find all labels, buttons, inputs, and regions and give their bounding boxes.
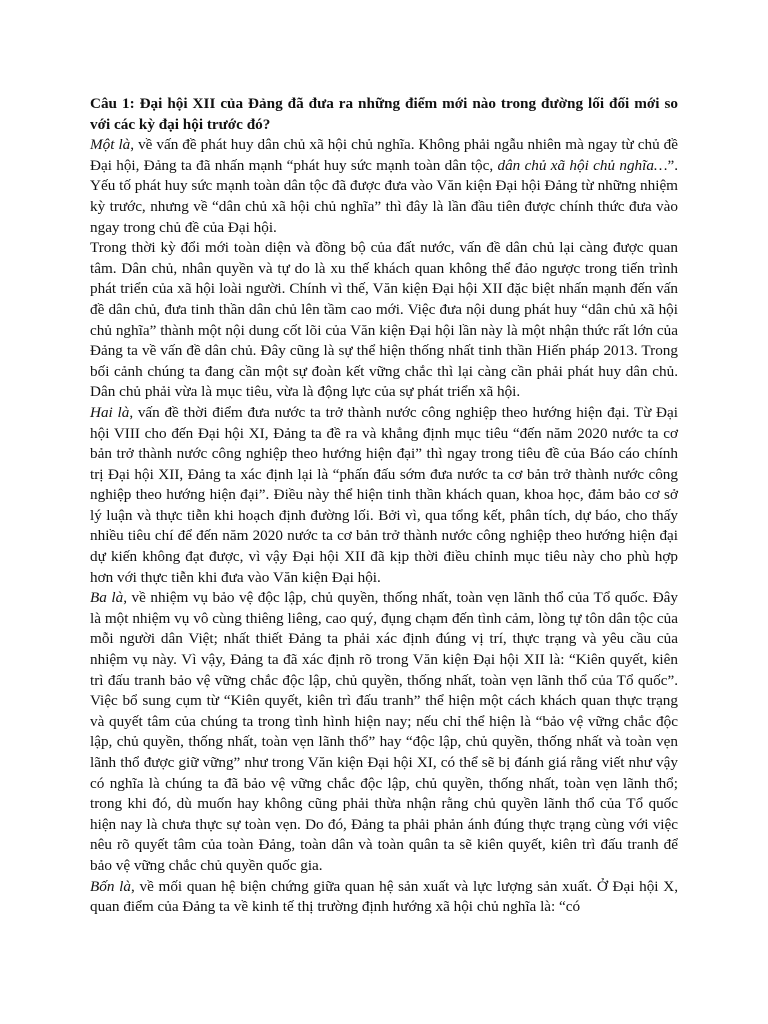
paragraph-text: ”. Yếu tố phát huy sức mạnh toàn dân tộc đã được đưa vào Văn kiện Đại hội Đảng từ những nhiệm kỳ trước, nhưng về “dân chủ xã hội chủ nghĩa” thì đây là lần đầu tiên được chính thức đưa vào ngay trong chủ đề của Đại hội. [90, 156, 678, 236]
paragraph-3 [90, 403, 678, 588]
paragraph-text: , về nhiệm vụ bảo vệ độc lập, chủ quyền, thống nhất, toàn vẹn lãnh thổ của Tổ quốc. Đây là một nhiệm vụ vô cùng thiêng liêng, cao quý, đụng chạm đến tình cảm, lòng tự tôn dân tộc của mỗi người dân Việt; nhất thiết Đảng ta phải xác định đúng vị trí, thực trạng và yêu cầu của nhiệm vụ này. Vì vậy, Đảng ta đã xác định rõ trong Văn kiện Đại hội XII là: “Kiên quyết, kiên trì đấu tranh bảo vệ vững chắc độc lập, chủ quyền, thống nhất, toàn vẹn lãnh thổ của Tổ quốc”. Việc bổ sung cụm từ “Kiên quyết, kiên trì đấu tranh” thể hiện một cách khách quan thực trạng và quyết tâm của chúng ta trong tình hình hiện nay; nếu chỉ thể hiện là “bảo vệ vững chắc độc lập, chủ quyền, thống nhất, toàn vẹn lãnh thổ” hay “độc lập, chủ quyền, thống nhất và toàn vẹn lãnh thổ được giữ vững” như trong Văn kiện Đại hội XI, có thể sẽ bị đánh giá rằng viết như vậy có nghĩa là chúng ta đã bảo vệ vững chắc độc lập, chủ quyền, thống nhất, toàn vẹn lãnh thổ; trong khi đó, dù muốn hay không cũng phải thừa nhận rằng chủ quyền lãnh thổ của Tổ quốc hiện nay là chưa thực sự toàn vẹn. Do đó, Đảng ta phải phản ánh đúng thực trạng cùng với việc nêu rõ quyết tâm của toàn Đảng, toàn dân và toàn quân ta sẽ kiên quyết, kiên trì đấu tranh để bảo vệ vững chắc chủ quyền quốc gia. [90, 589, 678, 874]
lead-phrase: Một là [90, 136, 131, 154]
document-page [90, 94, 678, 918]
question-heading: Câu 1: Đại hội XII của Đảng đã đưa ra những điểm mới nào trong đường lối đối mới so với các kỳ đại hội trước đó? [90, 95, 678, 133]
paragraph-4 [90, 588, 678, 876]
paragraph-text: , về vấn đề phát huy dân chủ xã hội chủ nghĩa. Không phải ngẫu nhiên mà ngay từ chủ đề Đại hội, Đảng ta đã nhấn mạnh “phát huy sức mạnh toàn dân tộc, [90, 136, 679, 174]
paragraph-1 [90, 135, 678, 238]
paragraph-2: Trong thời kỳ đổi mới toàn diện và đồng bộ của đất nước, vấn đề dân chủ lại càng được quan tâm. Dân chủ, nhân quyền và tự do là xu thế khách quan không thể đảo ngược trong tiến trình phát triển của xã hội loài người. Chính vì thế, Văn kiện Đại hội XII đặc biệt nhấn mạnh đến vấn đề dân chủ, đưa tinh thần dân chủ lên tầm cao mới. Việc đưa nội dung phát huy “dân chủ xã hội chủ nghĩa” thành một nội dung cốt lõi của Văn kiện Đại hội lần này là một nhận thức rất lớn của Đảng ta về vấn đề dân chủ. Đây cũng là sự thể hiện thống nhất tinh thần Hiến pháp 2013. Trong bối cảnh chúng ta đang cần một sự đoàn kết vững chắc thì lại càng cần phải phát huy dân chủ. Dân chủ phải vừa là mục tiêu, vừa là động lực của sự phát triển xã hội. [90, 239, 678, 401]
paragraph-text: , vấn đề thời điểm đưa nước ta trở thành nước công nghiệp theo hướng hiện đại. Từ Đại hội VIII cho đến Đại hội XI, Đảng ta đề ra và khẳng định mục tiêu “đến năm 2020 nước ta cơ bản trở thành nước công nghiệp theo hướng hiện đại” thì ngay trong tiêu đề của Báo cáo chính trị Đại hội XII, Đảng ta xác định lại là “phấn đấu sớm đưa nước ta cơ bản trở thành nước công nghiệp theo hướng hiện đại”. Điều này thể hiện tinh thần khách quan, khoa học, đảm bảo cơ sở lý luận và thực tiễn khi hoạch định đường lối. Bởi vì, qua tổng kết, phân tích, dự báo, cho thấy nhiều tiêu chí để đến năm 2020 nước ta cơ bản trở thành nước công nghiệp theo hướng hiện đại dự kiến không đạt được, vì vậy Đại hội XII đã kịp thời điều chỉnh mục tiêu này cho phù hợp hơn với thực tiễn khi đưa vào Văn kiện Đại hội. [90, 403, 678, 586]
italic-quote: dân chủ xã hội chủ nghĩa… [497, 156, 668, 174]
paragraph-text: , về mối quan hệ biện chứng giữa quan hệ sản xuất và lực lượng sản xuất. Ở Đại hội X, quan điểm của Đảng ta về kinh tế thị trường định hướng xã hội chủ nghĩa là: “có [90, 877, 678, 916]
lead-phrase: Ba là [90, 589, 124, 607]
lead-phrase: Hai là [90, 403, 130, 421]
paragraph-5 [90, 877, 678, 918]
lead-phrase: Bốn là [90, 877, 131, 895]
